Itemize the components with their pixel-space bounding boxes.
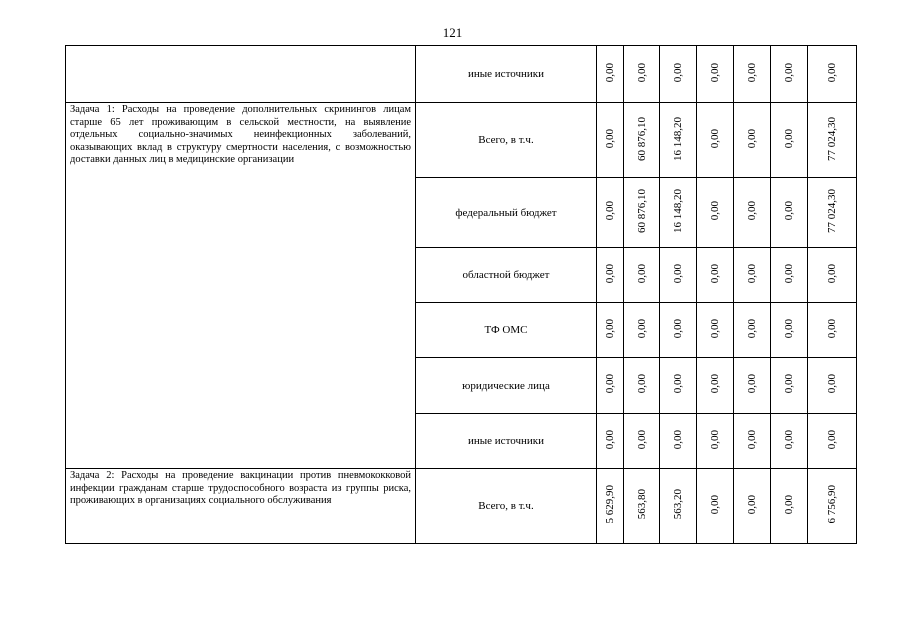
- amount-value: 0,00: [709, 62, 721, 83]
- task-description: [66, 46, 416, 103]
- funding-source: иные источники: [416, 414, 597, 469]
- amount-value: 6 756,90: [826, 485, 838, 524]
- amount-value: 0,00: [604, 128, 616, 149]
- amount-value: 0,00: [709, 318, 721, 339]
- value-cell: [697, 178, 734, 248]
- value-cell: [734, 248, 771, 303]
- funding-source: юридические лица: [416, 358, 597, 414]
- amount-value: 0,00: [746, 494, 758, 515]
- table-row: [66, 103, 857, 178]
- amount-value: 0,00: [672, 62, 684, 83]
- amount-value: 0,00: [746, 263, 758, 284]
- value-cell: [734, 358, 771, 414]
- value-cell: [624, 469, 660, 544]
- amount-value: 0,00: [635, 429, 648, 450]
- value-cell: [771, 178, 808, 248]
- amount-value: 0,00: [783, 374, 795, 394]
- value-cell: [660, 248, 697, 303]
- amount-value: 0,00: [709, 374, 721, 394]
- value-cell: [697, 248, 734, 303]
- amount-value: 0,00: [709, 429, 721, 450]
- amount-value: 60 876,10: [635, 116, 648, 161]
- value-cell: [771, 358, 808, 414]
- value-cell: [697, 469, 734, 544]
- value-cell: [597, 414, 624, 469]
- amount-value: 0,00: [826, 318, 838, 339]
- amount-value: 16 148,20: [672, 116, 684, 161]
- value-cell: [771, 414, 808, 469]
- amount-value: 0,00: [746, 429, 758, 450]
- amount-value: 0,00: [783, 494, 795, 515]
- amount-value: 5 629,90: [604, 485, 616, 524]
- amount-value: 0,00: [783, 201, 795, 221]
- value-cell: [624, 178, 660, 248]
- funding-source: областной бюджет: [416, 248, 597, 303]
- value-cell: [624, 46, 660, 103]
- value-cell: [660, 358, 697, 414]
- value-cell: [734, 469, 771, 544]
- amount-value: 77 024,30: [826, 116, 838, 161]
- amount-value: 0,00: [826, 374, 838, 394]
- amount-value: 0,00: [709, 263, 721, 284]
- value-cell: [808, 358, 857, 414]
- amount-value: 0,00: [635, 62, 648, 83]
- amount-value: 563,20: [672, 489, 684, 520]
- value-cell: [734, 103, 771, 178]
- amount-value: 563,80: [635, 489, 648, 520]
- value-cell: [660, 46, 697, 103]
- amount-value: 0,00: [826, 263, 838, 284]
- table-row: [66, 46, 857, 103]
- amount-value: 0,00: [635, 263, 648, 284]
- amount-value: 0,00: [709, 128, 721, 149]
- value-cell: [808, 469, 857, 544]
- value-cell: [734, 303, 771, 358]
- value-cell: [697, 103, 734, 178]
- amount-value: 0,00: [672, 318, 684, 339]
- amount-value: 0,00: [783, 263, 795, 284]
- amount-value: 0,00: [826, 62, 838, 83]
- funding-source: ТФ ОМС: [416, 303, 597, 358]
- table-row: [66, 469, 857, 544]
- value-cell: [734, 178, 771, 248]
- value-cell: [624, 248, 660, 303]
- value-cell: [660, 469, 697, 544]
- value-cell: [624, 414, 660, 469]
- funding-source: иные источники: [416, 46, 597, 103]
- amount-value: 0,00: [604, 263, 616, 284]
- value-cell: [697, 303, 734, 358]
- value-cell: [771, 46, 808, 103]
- funding-source: Всего, в т.ч.: [416, 103, 597, 178]
- value-cell: [808, 414, 857, 469]
- amount-value: 0,00: [672, 429, 684, 450]
- value-cell: [660, 414, 697, 469]
- amount-value: 0,00: [635, 318, 648, 339]
- value-cell: [734, 46, 771, 103]
- funding-source: федеральный бюджет: [416, 178, 597, 248]
- amount-value: 0,00: [746, 128, 758, 149]
- value-cell: [808, 103, 857, 178]
- value-cell: [808, 248, 857, 303]
- value-cell: [597, 358, 624, 414]
- amount-value: 0,00: [604, 62, 616, 83]
- budget-table: [65, 45, 857, 544]
- value-cell: [697, 46, 734, 103]
- value-cell: [660, 103, 697, 178]
- amount-value: 0,00: [746, 62, 758, 83]
- amount-value: 0,00: [709, 494, 721, 515]
- task-description: Задача 1: Расходы на проведение дополнительных скринингов лицам старше 65 лет проживающим в сельской местности, на выявление отдельных социально-значимых неинфекционных заболеваний, оказывающих вклад в структуру смертности населения, с возможностью доставки данных лиц в медицинские организации: [66, 103, 416, 469]
- amount-value: 0,00: [604, 374, 616, 394]
- value-cell: [660, 303, 697, 358]
- amount-value: 0,00: [604, 201, 616, 221]
- value-cell: [734, 414, 771, 469]
- value-cell: [624, 103, 660, 178]
- value-cell: [697, 414, 734, 469]
- amount-value: 0,00: [783, 318, 795, 339]
- value-cell: [597, 103, 624, 178]
- task-description: Задача 2: Расходы на проведение вакцинации против пневмококковой инфекции гражданам старше трудоспособного возраста из группы риска, проживающих в организациях социального обслуживания: [66, 469, 416, 544]
- value-cell: [697, 358, 734, 414]
- amount-value: 77 024,30: [826, 189, 838, 233]
- value-cell: [808, 178, 857, 248]
- amount-value: 0,00: [783, 128, 795, 149]
- amount-value: 60 876,10: [635, 189, 648, 233]
- value-cell: [660, 178, 697, 248]
- value-cell: [597, 178, 624, 248]
- value-cell: [597, 248, 624, 303]
- amount-value: 0,00: [826, 429, 838, 450]
- amount-value: 0,00: [783, 429, 795, 450]
- amount-value: 0,00: [604, 318, 616, 339]
- amount-value: 0,00: [635, 374, 648, 394]
- amount-value: 0,00: [783, 62, 795, 83]
- amount-value: 0,00: [746, 318, 758, 339]
- amount-value: 0,00: [746, 374, 758, 394]
- value-cell: [597, 46, 624, 103]
- page-number: 121: [442, 25, 463, 40]
- amount-value: 0,00: [746, 201, 758, 221]
- amount-value: 0,00: [604, 429, 616, 450]
- amount-value: 0,00: [672, 263, 684, 284]
- value-cell: [771, 303, 808, 358]
- value-cell: [771, 103, 808, 178]
- amount-value: 0,00: [709, 201, 721, 221]
- funding-source: Всего, в т.ч.: [416, 469, 597, 544]
- value-cell: [597, 303, 624, 358]
- value-cell: [624, 358, 660, 414]
- amount-value: 16 148,20: [672, 189, 684, 233]
- value-cell: [624, 303, 660, 358]
- value-cell: [771, 469, 808, 544]
- amount-value: 0,00: [672, 374, 684, 394]
- value-cell: [771, 248, 808, 303]
- value-cell: [597, 469, 624, 544]
- value-cell: [808, 46, 857, 103]
- value-cell: [808, 303, 857, 358]
